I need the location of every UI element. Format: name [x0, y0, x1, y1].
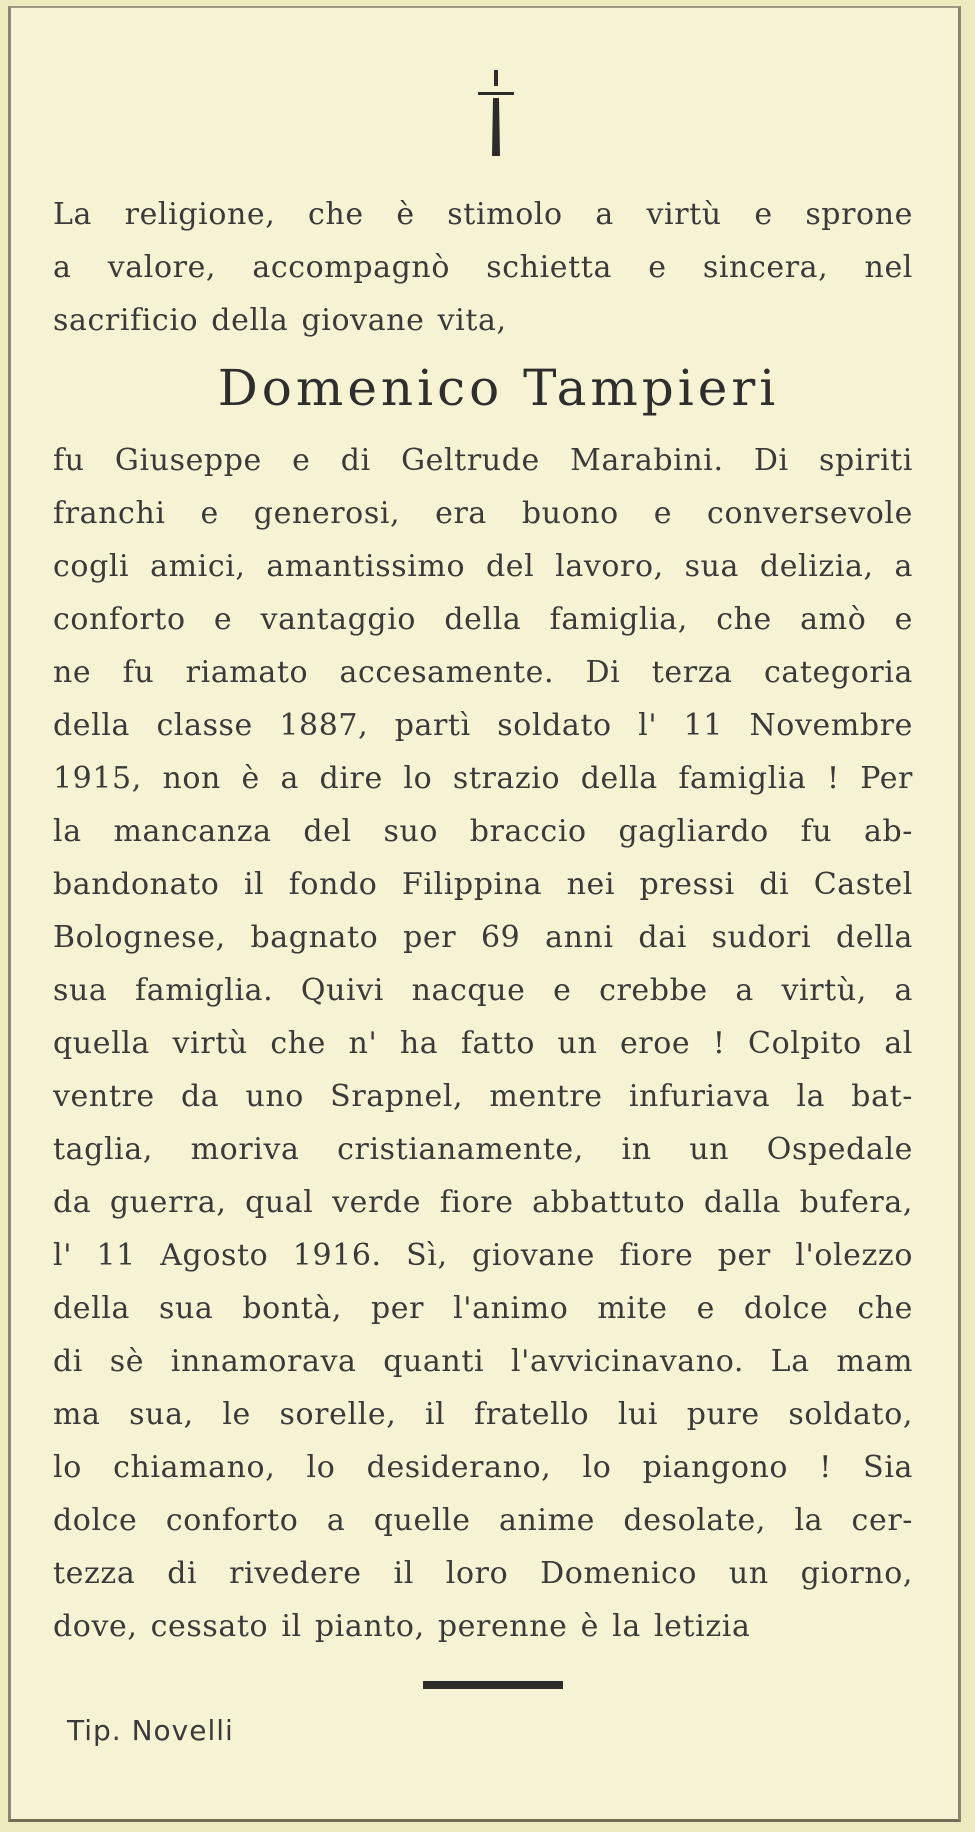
body-line: franchi e generosi, era buono e conversevole	[53, 496, 913, 531]
body-line: bandonato il fondo Filippina nei pressi di Castel	[53, 867, 913, 902]
memorial-card	[8, 6, 961, 1822]
body-line: dove, cessato il pianto, perenne è la letizia	[53, 1609, 751, 1644]
body-line: quella virtù che n' ha fatto un eroe ! Colpito al	[53, 1026, 913, 1061]
intro-line: La religione, che è stimolo a virtù e sprone	[53, 197, 913, 232]
body-line: da guerra, qual verde fiore abbattuto dalla bufera,	[53, 1185, 913, 1220]
body-line: ma sua, le sorelle, il fratello lui pure soldato,	[53, 1397, 913, 1432]
biography-paragraph	[53, 434, 913, 1653]
body-line: l' 11 Agosto 1916. Sì, giovane fiore per l'olezzo	[53, 1238, 913, 1273]
deceased-name: Domenico Tampieri	[217, 359, 780, 417]
body-line: lo chiamano, lo desiderano, lo piangono ! Sia	[53, 1450, 913, 1485]
body-line: della sua bontà, per l'animo mite e dolce che	[53, 1291, 913, 1326]
body-line: sua famiglia. Quivi nacque e crebbe a virtù, a	[53, 973, 913, 1008]
body-line: conforto e vantaggio della famiglia, che amò e	[53, 602, 913, 637]
intro-line: sacrificio della giovane vita,	[53, 303, 507, 338]
body-line: tezza di rivedere il loro Domenico un giorno,	[53, 1556, 913, 1591]
body-line: cogli amici, amantissimo del lavoro, sua delizia, a	[53, 549, 913, 584]
intro-line: a valore, accompagnò schietta e sincera, nel	[53, 250, 913, 285]
cross-icon	[476, 68, 516, 160]
body-line: ne fu riamato accesamente. Di terza categoria	[53, 655, 913, 690]
body-line: 1915, non è a dire lo strazio della famiglia ! Per	[53, 761, 913, 796]
body-line: fu Giuseppe e di Geltrude Marabini. Di spiriti	[53, 443, 913, 478]
body-line: della classe 1887, partì soldato l' 11 Novembre	[53, 708, 913, 743]
body-line: Bolognese, bagnato per 69 anni dai sudori della	[53, 920, 913, 955]
body-line: la mancanza del suo braccio gagliardo fu ab-	[53, 814, 913, 849]
body-line: di sè innamorava quanti l'avvicinavano. La mam	[53, 1344, 913, 1379]
body-line: taglia, moriva cristianamente, in un Ospedale	[53, 1132, 913, 1167]
intro-paragraph	[53, 188, 913, 347]
divider-rule	[423, 1681, 563, 1689]
body-line: ventre da uno Srapnel, mentre infuriava la bat-	[53, 1079, 913, 1114]
printer-credit: Tip. Novelli	[67, 1714, 234, 1747]
body-line: dolce conforto a quelle anime desolate, la cer-	[53, 1503, 913, 1538]
